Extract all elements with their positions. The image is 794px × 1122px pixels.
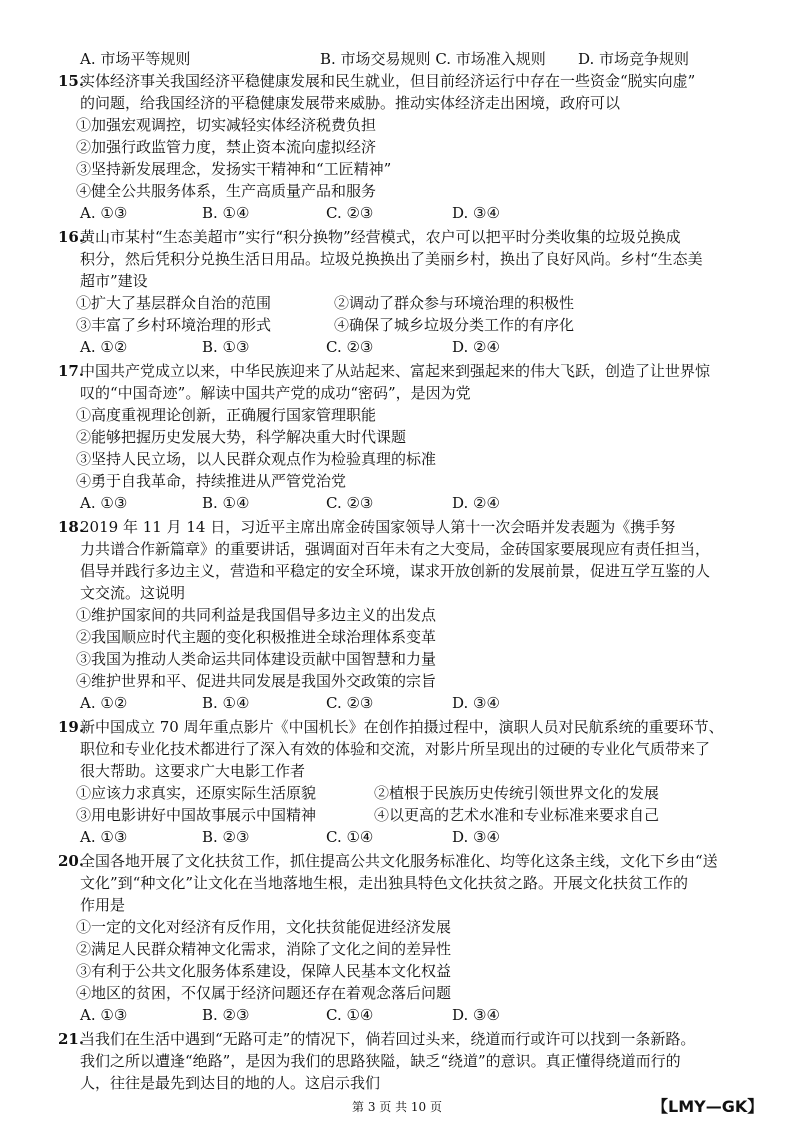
question-stem-line: 职位和专业化技术都进行了深入有效的体验和交流，对影片所呈现出的过硬的专业化气质带来了 (80, 740, 711, 758)
question-number: 17. (58, 362, 85, 380)
answer-item: ②调动了群众参与环境治理的积极性 (334, 294, 575, 312)
answer-item: ①扩大了基层群众自治的范围 (76, 294, 272, 312)
question-stem-line: 叹的“中国奇迹”。解读中国共产党的成功“密码”，是因为党 (80, 384, 471, 402)
option-b: B. ①④ (202, 694, 250, 712)
question-stem-line: 全国各地开展了文化扶贫工作，抓住提高公共文化服务标准化、均等化这条主线，文化下乡由“送 (80, 852, 718, 870)
option-d: D. ③④ (452, 204, 500, 222)
answer-item: ④地区的贫困，不仅属于经济问题还存在着观念落后问题 (76, 984, 452, 1002)
option-d: D. ③④ (452, 694, 500, 712)
option-a: A. 市场平等规则 (80, 50, 191, 68)
answer-item: ②我国顺应时代主题的变化积极推进全球治理体系变革 (76, 628, 437, 646)
answer-item: ③坚持人民立场，以人民群众观点作为检验真理的标准 (76, 450, 437, 468)
page-number: 第 3 页 共 10 页 (352, 1100, 442, 1114)
option-c: C. ②③ (326, 338, 374, 356)
option-b: B. ①④ (202, 204, 250, 222)
option-d: D. 市场竞争规则 (578, 50, 690, 68)
question-number: 21. (58, 1030, 85, 1048)
question-stem-line: 人，往往是最先到达目的地的人。这启示我们 (80, 1074, 381, 1092)
answer-item: ③用电影讲好中国故事展示中国精神 (76, 806, 317, 824)
answer-item: ②植根于民族历史传统引领世界文化的发展 (374, 784, 660, 802)
option-c: C. ②③ (326, 694, 374, 712)
option-bc: B. 市场交易规则 C. 市场准入规则 (320, 50, 546, 68)
question-stem-line: 超市”建设 (80, 272, 148, 290)
question-stem-line: 当我们在生活中遇到“无路可走”的情况下，倘若回过头来，绕道而行或许可以找到一条新路。 (80, 1030, 696, 1048)
option-d: D. ③④ (452, 828, 500, 846)
question-number: 20. (58, 852, 85, 870)
option-b: B. ②③ (202, 828, 250, 846)
option-c: C. ②③ (326, 204, 374, 222)
answer-item: ③丰富了乡村环境治理的形式 (76, 316, 272, 334)
answer-item: ④勇于自我革命，持续推进从严管党治党 (76, 472, 347, 490)
question-stem-line: 力共谱合作新篇章》的重要讲话，强调面对百年未有之大变局，金砖国家要展现应有责任担当， (80, 540, 711, 558)
question-stem-line: 倡导并践行多边主义，营造和平稳定的安全环境，谋求开放创新的发展前景，促进互学互鉴的人 (80, 562, 711, 580)
answer-item: ③我国为推动人类命运共同体建设贡献中国智慧和力量 (76, 650, 437, 668)
option-b: B. ②③ (202, 1006, 250, 1024)
question-stem-line: 作用是 (80, 896, 126, 914)
option-c: C. ②③ (326, 494, 374, 512)
question-number: 15. (58, 72, 85, 90)
question-stem-line: 文化”到“种文化”让文化在当地落地生根，走出独具特色文化扶贫之路。开展文化扶贫工作的 (80, 874, 689, 892)
option-a: A. ①③ (80, 204, 128, 222)
answer-item: ②满足人民群众精神文化需求，消除了文化之间的差异性 (76, 940, 452, 958)
answer-item: ④确保了城乡垃圾分类工作的有序化 (334, 316, 575, 334)
answer-item: ③坚持新发展理念，发扬实干精神和“工匠精神” (76, 160, 392, 178)
question-number: 18. (58, 518, 85, 536)
question-stem-line: 我们之所以遭逢“绝路”，是因为我们的思路狭隘，缺乏“绕道”的意识。真正懂得绕道而行的 (80, 1052, 681, 1070)
answer-item: ①加强宏观调控，切实减轻实体经济税费负担 (76, 116, 377, 134)
question-stem-line: 新中国成立 70 周年重点影片《中国机长》在创作拍摄过程中，演职人员对民航系统的重要环节、 (80, 718, 724, 736)
question-number: 16. (58, 228, 85, 246)
question-stem-line: 文交流。这说明 (80, 584, 186, 602)
question-stem-line: 2019 年 11 月 14 日，习近平主席出席金砖国家领导人第十一次会晤并发表题为《携手努 (80, 518, 676, 536)
answer-item: ①一定的文化对经济有反作用，文化扶贫能促进经济发展 (76, 918, 452, 936)
option-d: D. ②④ (452, 338, 500, 356)
answer-item: ②加强行政监管力度，禁止资本流向虚拟经济 (76, 138, 377, 156)
option-a: A. ①③ (80, 828, 128, 846)
option-d: D. ③④ (452, 1006, 500, 1024)
answer-item: ④维护世界和平、促进共同发展是我国外交政策的宗旨 (76, 672, 437, 690)
option-c: C. ①④ (326, 1006, 374, 1024)
option-b: B. ①④ (202, 494, 250, 512)
option-b: B. ①③ (202, 338, 250, 356)
answer-item: ②能够把握历史发展大势，科学解决重大时代课题 (76, 428, 407, 446)
answer-item: ①应该力求真实，还原实际生活原貌 (76, 784, 317, 802)
option-a: A. ①② (80, 338, 128, 356)
answer-item: ④以更高的艺术水准和专业标准来要求自己 (374, 806, 660, 824)
question-stem-line: 实体经济事关我国经济平稳健康发展和民生就业，但目前经济运行中存在一些资金“脱实向虚” (80, 72, 696, 90)
question-number: 19. (58, 718, 85, 736)
answer-item: ④健全公共服务体系，生产高质量产品和服务 (76, 182, 377, 200)
question-stem-line: 中国共产党成立以来，中华民族迎来了从站起来、富起来到强起来的伟大飞跃，创造了让世界惊 (80, 362, 711, 380)
option-c: C. ①④ (326, 828, 374, 846)
option-a: A. ①② (80, 694, 128, 712)
question-stem-line: 的问题，给我国经济的平稳健康发展带来威胁。推动实体经济走出困境，政府可以 (80, 94, 621, 112)
option-d: D. ②④ (452, 494, 500, 512)
option-a: A. ①③ (80, 494, 128, 512)
question-stem-line: 很大帮助。这要求广大电影工作者 (80, 762, 306, 780)
option-a: A. ①③ (80, 1006, 128, 1024)
answer-item: ①维护国家间的共同利益是我国倡导多边主义的出发点 (76, 606, 437, 624)
answer-item: ①高度重视理论创新，正确履行国家管理职能 (76, 406, 377, 424)
exam-code-tag: 【LMY—GK】 (652, 1097, 764, 1116)
answer-item: ③有利于公共文化服务体系建设，保障人民基本文化权益 (76, 962, 452, 980)
question-stem-line: 黄山市某村“生态美超市”实行“积分换物”经营模式，农户可以把平时分类收集的垃圾兑换成 (80, 228, 681, 246)
question-stem-line: 积分，然后凭积分兑换生活日用品。垃圾兑换换出了美丽乡村，换出了良好风尚。乡村“生态美 (80, 250, 703, 268)
